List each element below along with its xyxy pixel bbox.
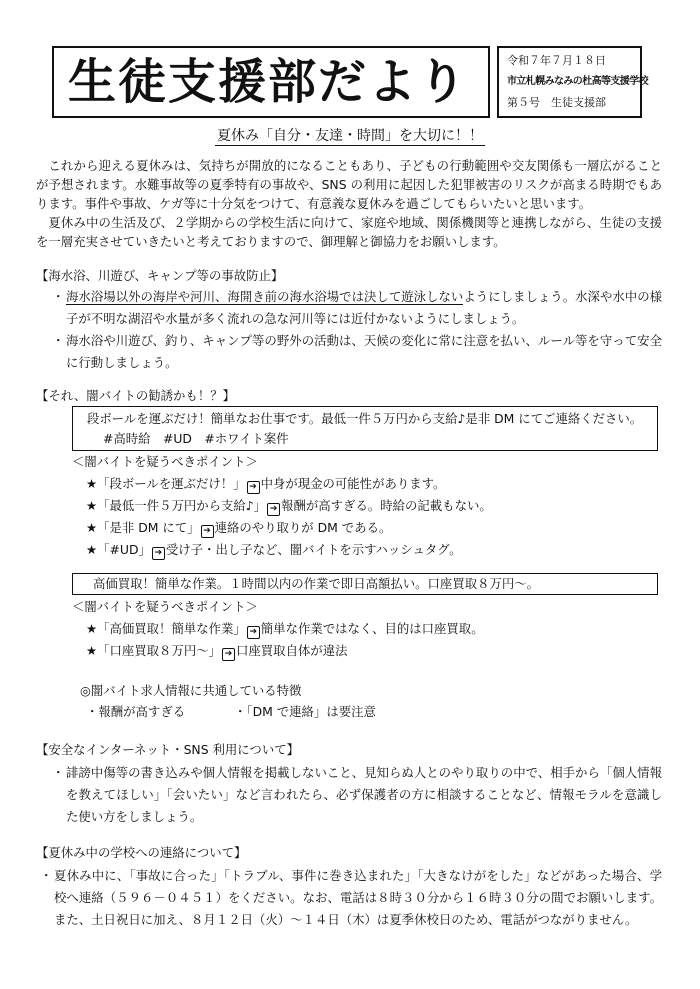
star-icon: ★	[86, 542, 98, 557]
arrow-right-icon: ➔	[247, 626, 260, 639]
example-ad-box-1	[72, 406, 658, 451]
list-item	[52, 330, 662, 374]
common-features-heading: ◎闇バイト求人情報に共通している特徴	[80, 683, 302, 698]
arrow-right-icon: ➔	[152, 547, 165, 560]
common-feature-2: ・「DM で連絡」は要注意	[234, 704, 376, 719]
list-item	[40, 865, 662, 931]
newsletter-title: 生徒支援部だより	[68, 54, 469, 110]
example-ad-box-2	[72, 573, 658, 595]
points-heading-1: ＜闇バイトを疑うべきポイント＞	[72, 454, 258, 469]
bullet-text: 誹謗中傷等の書き込みや個人情報を掲載しないこと、見知らぬ人とのやり取りの中で、相手から「個人情報を教えてほしい」「会いたい」など言われたら、必ず保護者の方に相談することなど、情報モラルを意識した使い方をしましょう。	[66, 765, 662, 824]
star-icon: ★	[86, 498, 98, 513]
list-item: ★「高価買取！簡単な作業」 ➔ 簡単な作業ではなく、目的は口座買取。	[86, 621, 484, 637]
subtitle	[0, 125, 700, 145]
list-item	[52, 762, 662, 828]
bullet-dot-icon: ・	[52, 289, 65, 304]
arrow-right-icon: ➔	[247, 481, 260, 494]
section-heading-school-contact: 【夏休み中の学校への連絡について】	[36, 845, 247, 860]
school-name: 市立札幌みなみの杜高等支援学校	[507, 76, 648, 87]
example-ad-1-line-1: 段ボールを運ぶだけ！簡単なお仕事です。最低一件５万円から支給♪是非 DM にてご連絡ください。	[87, 411, 643, 426]
list-item	[52, 286, 662, 330]
issue-info-box	[497, 46, 648, 118]
star-icon: ★	[86, 520, 98, 535]
arrow-right-icon: ➔	[201, 525, 214, 538]
issue-date: 令和７年７月１８日	[507, 54, 606, 67]
section-heading-water-safety: 【海水浴、川遊び、キャンプ等の事故防止】	[36, 268, 284, 283]
arrow-right-icon: ➔	[222, 648, 235, 661]
star-icon: ★	[86, 621, 98, 636]
section-heading-internet-safety: 【安全なインターネット・SNS 利用について】	[36, 742, 299, 757]
bullet-text: 夏休み中に、「事故に合った」「トラブル、事件に巻き込まれた」「大きなけがをした」などがあった場合、学校へ連絡（５９６－０４５１）をください。なお、電話は８時３０分から１６時３０分の間でお願いします。また、土日祝日に加え、８月１２日（火）～１４日（木）は夏季休校日のため、電話がつながりません。	[54, 868, 662, 927]
bullet-text: 海水浴や川遊び、釣り、キャンプ等の野外の活動は、天候の変化に常に注意を払い、ルール等を守って安全に行動しましょう。	[66, 333, 662, 370]
example-ad-1-hashtags: #高時給 #UD #ホワイト案件	[103, 431, 289, 446]
issue-number: 第５号 生徒支援部	[507, 96, 606, 109]
bullet-dot-icon: ・	[52, 765, 65, 780]
bullet-dot-icon: ・	[40, 868, 53, 883]
common-feature-1: ・報酬が高すぎる	[86, 704, 186, 719]
star-icon: ★	[86, 476, 98, 491]
list-item: ★「是非 DM にて」 ➔ 連絡のやり取りが DM である。	[86, 520, 392, 536]
list-item: ★「#UD」 ➔ 受け子・出し子など、闇バイトを示すハッシュタグ。	[86, 542, 462, 558]
points-heading-2: ＜闇バイトを疑うべきポイント＞	[72, 599, 258, 614]
star-icon: ★	[86, 643, 98, 658]
list-item: ★「最低一件５万円から支給♪」 ➔ 報酬が高すぎる。時給の記載もない。	[86, 498, 492, 514]
bullet-text: ようにしましょう。水深や水中の様子が不明な湖沼や水量が多く流れの急な河川等には近付かないようにしましょう。	[66, 289, 663, 326]
bullet-dot-icon: ・	[52, 333, 65, 348]
title-box	[52, 46, 490, 118]
list-item: ★「口座買取８万円～」 ➔ 口座買取自体が違法	[86, 643, 348, 659]
bullet-underlined-text: 海水浴場以外の海岸や河川、海開き前の海水浴場では決して遊泳しない	[66, 289, 464, 304]
intro-paragraph-2: 夏休み中の生活及び、２学期からの学校生活に向けて、家庭や地域、関係機関等と連携しながら、生徒の支援を一層充実させていきたいと考えておりますので、御理解と御協力をお願いします。	[36, 215, 662, 249]
example-ad-2-text: 高価買取！簡単な作業。１時間以内の作業で即日高額払い。口座買取８万円～。	[93, 576, 540, 591]
subtitle-text: 夏休み「自分・友達・時間」を大切に！！	[217, 128, 483, 144]
list-item: ★「段ボールを運ぶだけ！」 ➔ 中身が現金の可能性があります。	[86, 476, 446, 492]
intro-paragraph-1: これから迎える夏休みは、気持ちが開放的になることもあり、子どもの行動範囲や交友関係も一層広がることが予想されます。水難事故等の夏季特有の事故や、SNS の利用に起因した犯罪被害のリスクが高まる時期でもあります。事件や事故、ケガ等に十分気をつけて、有意義な夏休みを過ごしてもらいたいと思います。	[36, 158, 662, 211]
section-heading-dark-part-time-job: 【それ、闇バイトの勧誘かも！？】	[36, 388, 235, 403]
arrow-right-icon: ➔	[267, 503, 280, 516]
